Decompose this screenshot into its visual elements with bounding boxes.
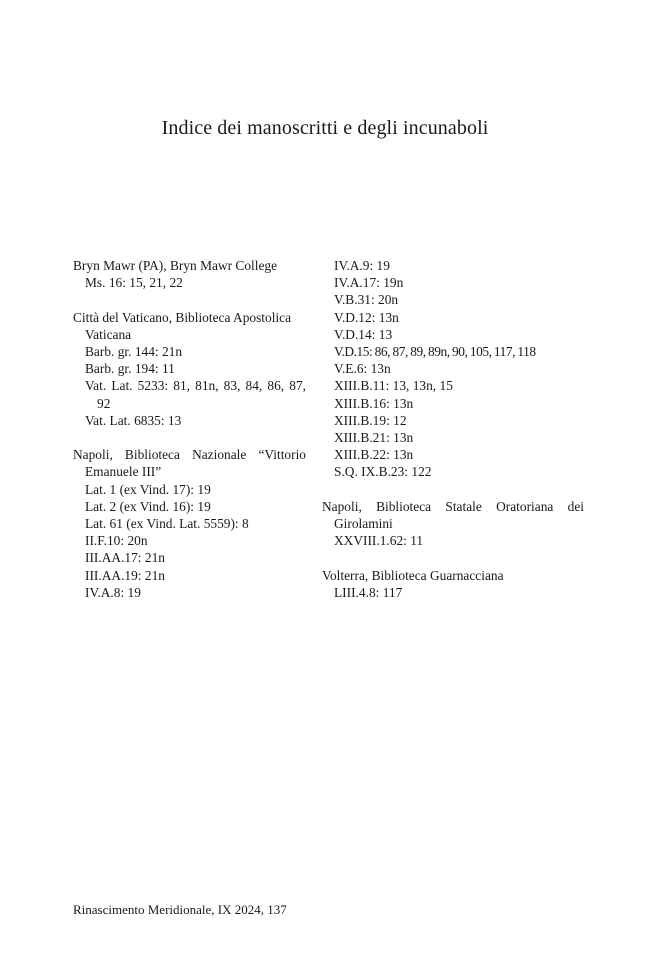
- manuscript-item: XIII.B.22: 13n: [334, 447, 414, 463]
- manuscript-item: V.D.14: 13: [334, 326, 393, 342]
- manuscript-item: XIII.B.16: 13n: [334, 395, 414, 411]
- index-entry-napoli-nazionale: [73, 446, 306, 601]
- manuscript-item: XIII.B.11: 13, 13n, 15: [334, 378, 453, 394]
- index-entry-napoli-nazionale-continued: [322, 257, 584, 481]
- manuscript-item: IV.A.17: 19n: [334, 275, 404, 291]
- manuscript-item: Barb. gr. 194: 11: [85, 361, 175, 377]
- manuscript-item: XIII.B.21: 13n: [334, 430, 414, 446]
- manuscript-item: Barb. gr. 144: 21n: [85, 344, 183, 359]
- library-heading: Volterra, Biblioteca Guarnacciana: [322, 567, 504, 583]
- manuscript-item: II.F.10: 20n: [85, 533, 148, 549]
- manuscript-item: S.Q. IX.B.23: 122: [334, 464, 432, 480]
- manuscript-item: III.AA.19: 21n: [85, 567, 165, 583]
- manuscript-item: Lat. 2 (ex Vind. 16): 19: [85, 498, 211, 514]
- manuscript-item: V.E.6: 13n: [334, 361, 391, 377]
- manuscript-item: IV.A.9: 19: [334, 258, 390, 273]
- manuscript-item: Ms. 16: 15, 21, 22: [85, 275, 183, 291]
- index-entry-bryn-mawr: [73, 257, 306, 291]
- index-entry-girolamini: [322, 498, 584, 550]
- manuscript-item: XXVIII.1.62: 11: [334, 533, 424, 549]
- manuscript-item: IV.A.8: 19: [85, 584, 141, 600]
- index-entry-volterra: [322, 567, 584, 601]
- manuscript-item: V.D.12: 13n: [334, 309, 399, 325]
- page-footer: Rinascimento Meridionale, IX 2024, 137: [73, 902, 287, 917]
- library-heading: Napoli, Biblioteca Nazionale “Vittorio Emanuele III”: [73, 447, 306, 480]
- index-right-column: [322, 257, 584, 618]
- page-title: Indice dei manoscritti e degli incunaboli: [161, 117, 489, 139]
- index-left-column: [73, 257, 306, 618]
- library-heading: Città del Vaticano, Biblioteca Apostolica Vaticana: [73, 309, 292, 342]
- manuscript-item: XIII.B.19: 12: [334, 412, 407, 428]
- manuscript-item: LIII.4.8: 117: [334, 584, 403, 600]
- manuscript-item: Lat. 61 (ex Vind. Lat. 5559): 8: [85, 516, 249, 532]
- manuscript-item: V.B.31: 20n: [334, 292, 399, 308]
- manuscript-item: Vat. Lat. 6835: 13: [85, 412, 182, 428]
- manuscript-item: Lat. 1 (ex Vind. 17): 19: [85, 481, 211, 497]
- index-entry-vaticano: [73, 309, 306, 429]
- library-heading: Napoli, Biblioteca Statale Oratoriana dei Girolamini: [322, 498, 584, 532]
- manuscript-item: Vat. Lat. 5233: 81, 81n, 83, 84, 86, 87, 92: [85, 378, 306, 411]
- manuscript-item: III.AA.17: 21n: [85, 550, 165, 566]
- library-heading: Bryn Mawr (PA), Bryn Mawr College: [73, 258, 278, 273]
- manuscript-item: V.D.15: 86, 87, 89, 89n, 90, 105, 117, 118: [334, 344, 536, 360]
